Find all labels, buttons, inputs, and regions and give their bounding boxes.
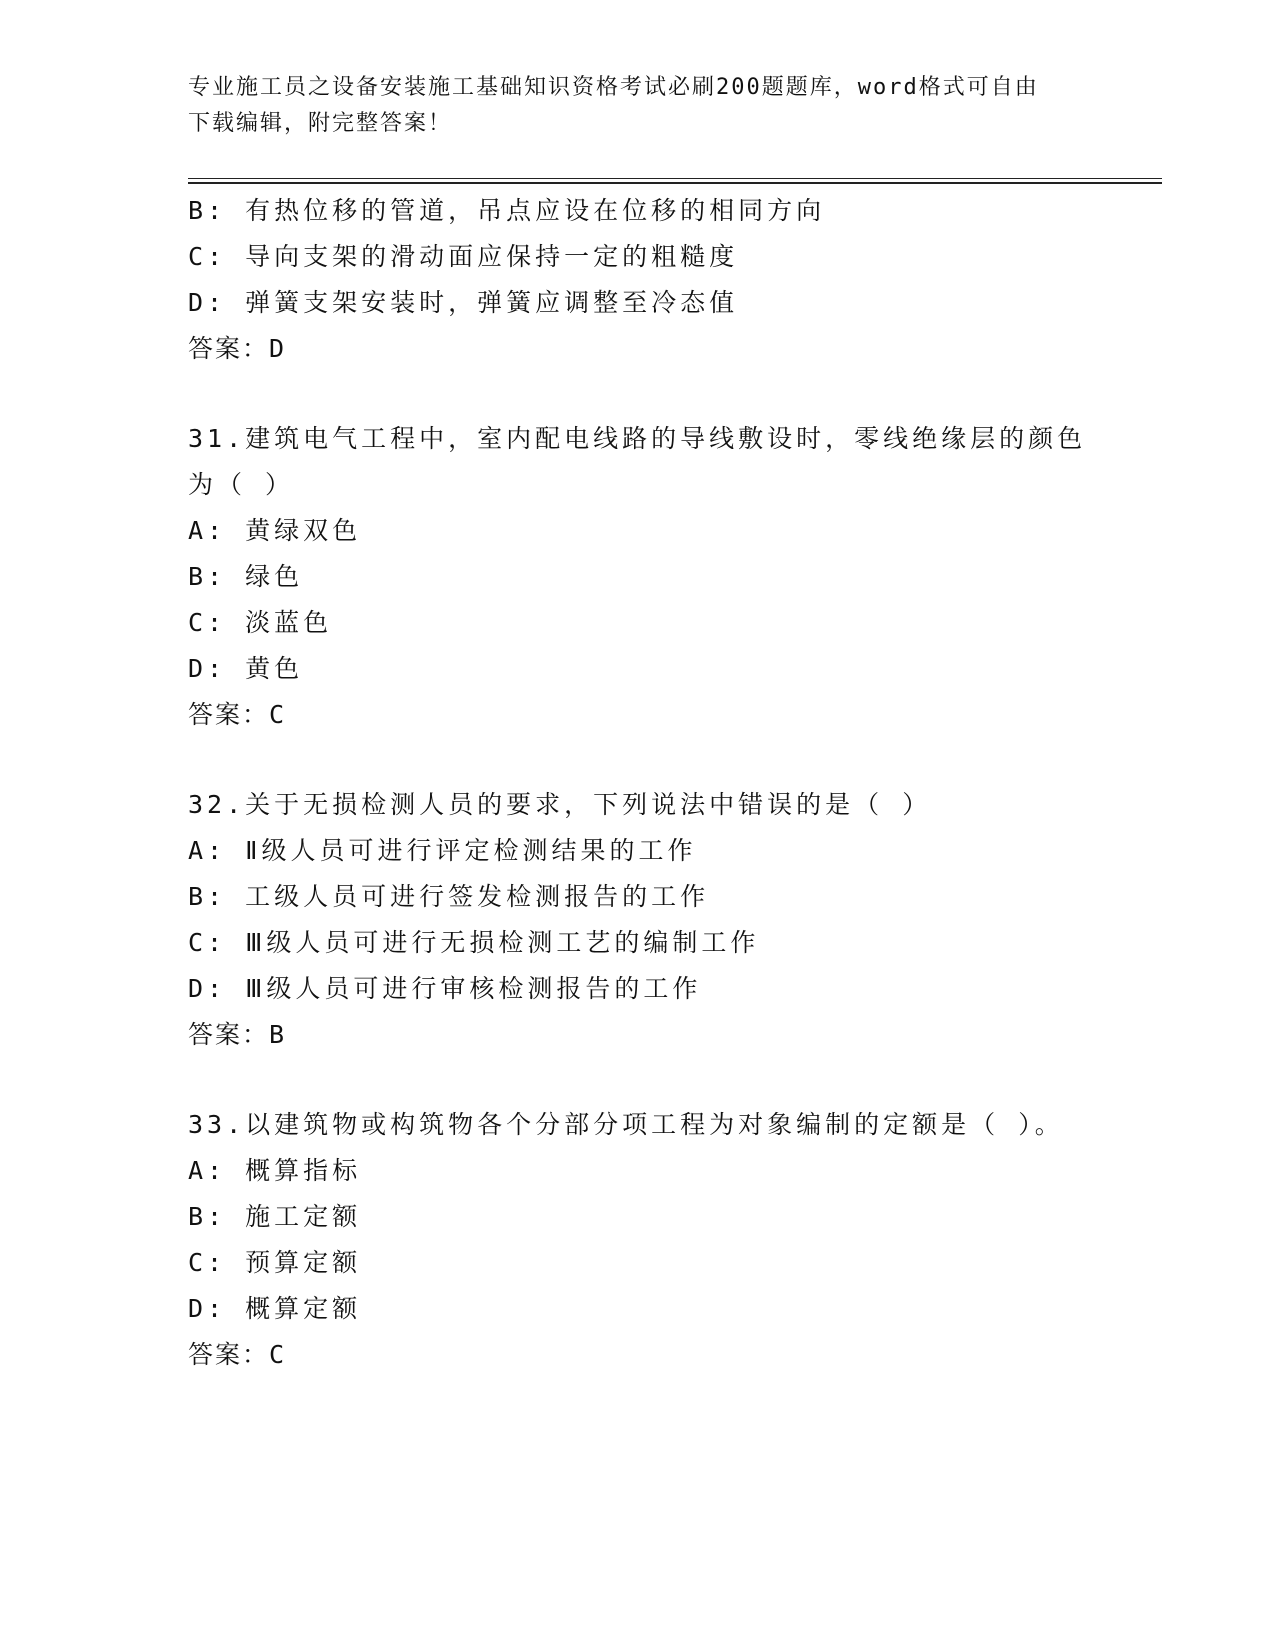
question-30-continuation [188,188,1088,372]
option-b: B: 工级人员可进行签发检测报告的工作 [188,882,710,911]
answer-line: 答案：C [188,700,287,729]
question-stem-continued: 为（ ） [188,470,295,499]
option-a: A: Ⅱ级人员可进行评定检测结果的工作 [188,836,697,865]
option-c: C: Ⅲ级人员可进行无损检测工艺的编制工作 [188,928,760,957]
question-stem: 33.以建筑物或构筑物各个分部分项工程为对象编制的定额是（ ）。 [188,1110,1064,1139]
question-stem: 32.关于无损检测人员的要求，下列说法中错误的是（ ） [188,790,932,819]
option-b: B: 有热位移的管道，吊点应设在位移的相同方向 [188,196,826,225]
option-a: A: 概算指标 [188,1156,362,1185]
option-b: B: 施工定额 [188,1202,362,1231]
answer-line: 答案：D [188,334,287,363]
question-list [188,188,1088,1378]
spacer [188,372,1088,416]
question-33 [188,1102,1088,1378]
document-header [188,70,1088,142]
option-c: C: 导向支架的滑动面应保持一定的粗糙度 [188,242,739,271]
option-d: D: 黄色 [188,654,304,683]
question-31 [188,416,1088,738]
question-32 [188,782,1088,1058]
question-stem: 31.建筑电气工程中，室内配电线路的导线敷设时，零线绝缘层的颜色 [188,424,1087,453]
answer-line: 答案：C [188,1340,287,1369]
spacer [188,738,1088,782]
option-b: B: 绿色 [188,562,304,591]
option-c: C: 淡蓝色 [188,608,333,637]
option-d: D: Ⅲ级人员可进行审核检测报告的工作 [188,974,702,1003]
header-title-line-2: 下载编辑，附完整答案！ [188,111,453,136]
option-d: D: 概算定额 [188,1294,362,1323]
header-title-line-1: 专业施工员之设备安装施工基础知识资格考试必刷200题题库，word格式可自由 [188,75,1039,100]
option-c: C: 预算定额 [188,1248,362,1277]
spacer [188,1058,1088,1102]
option-d: D: 弹簧支架安装时，弹簧应调整至冷态值 [188,288,739,317]
header-divider-thick [188,182,1162,184]
answer-line: 答案：B [188,1020,287,1049]
option-a: A: 黄绿双色 [188,516,362,545]
header-divider-thin [188,178,1162,179]
